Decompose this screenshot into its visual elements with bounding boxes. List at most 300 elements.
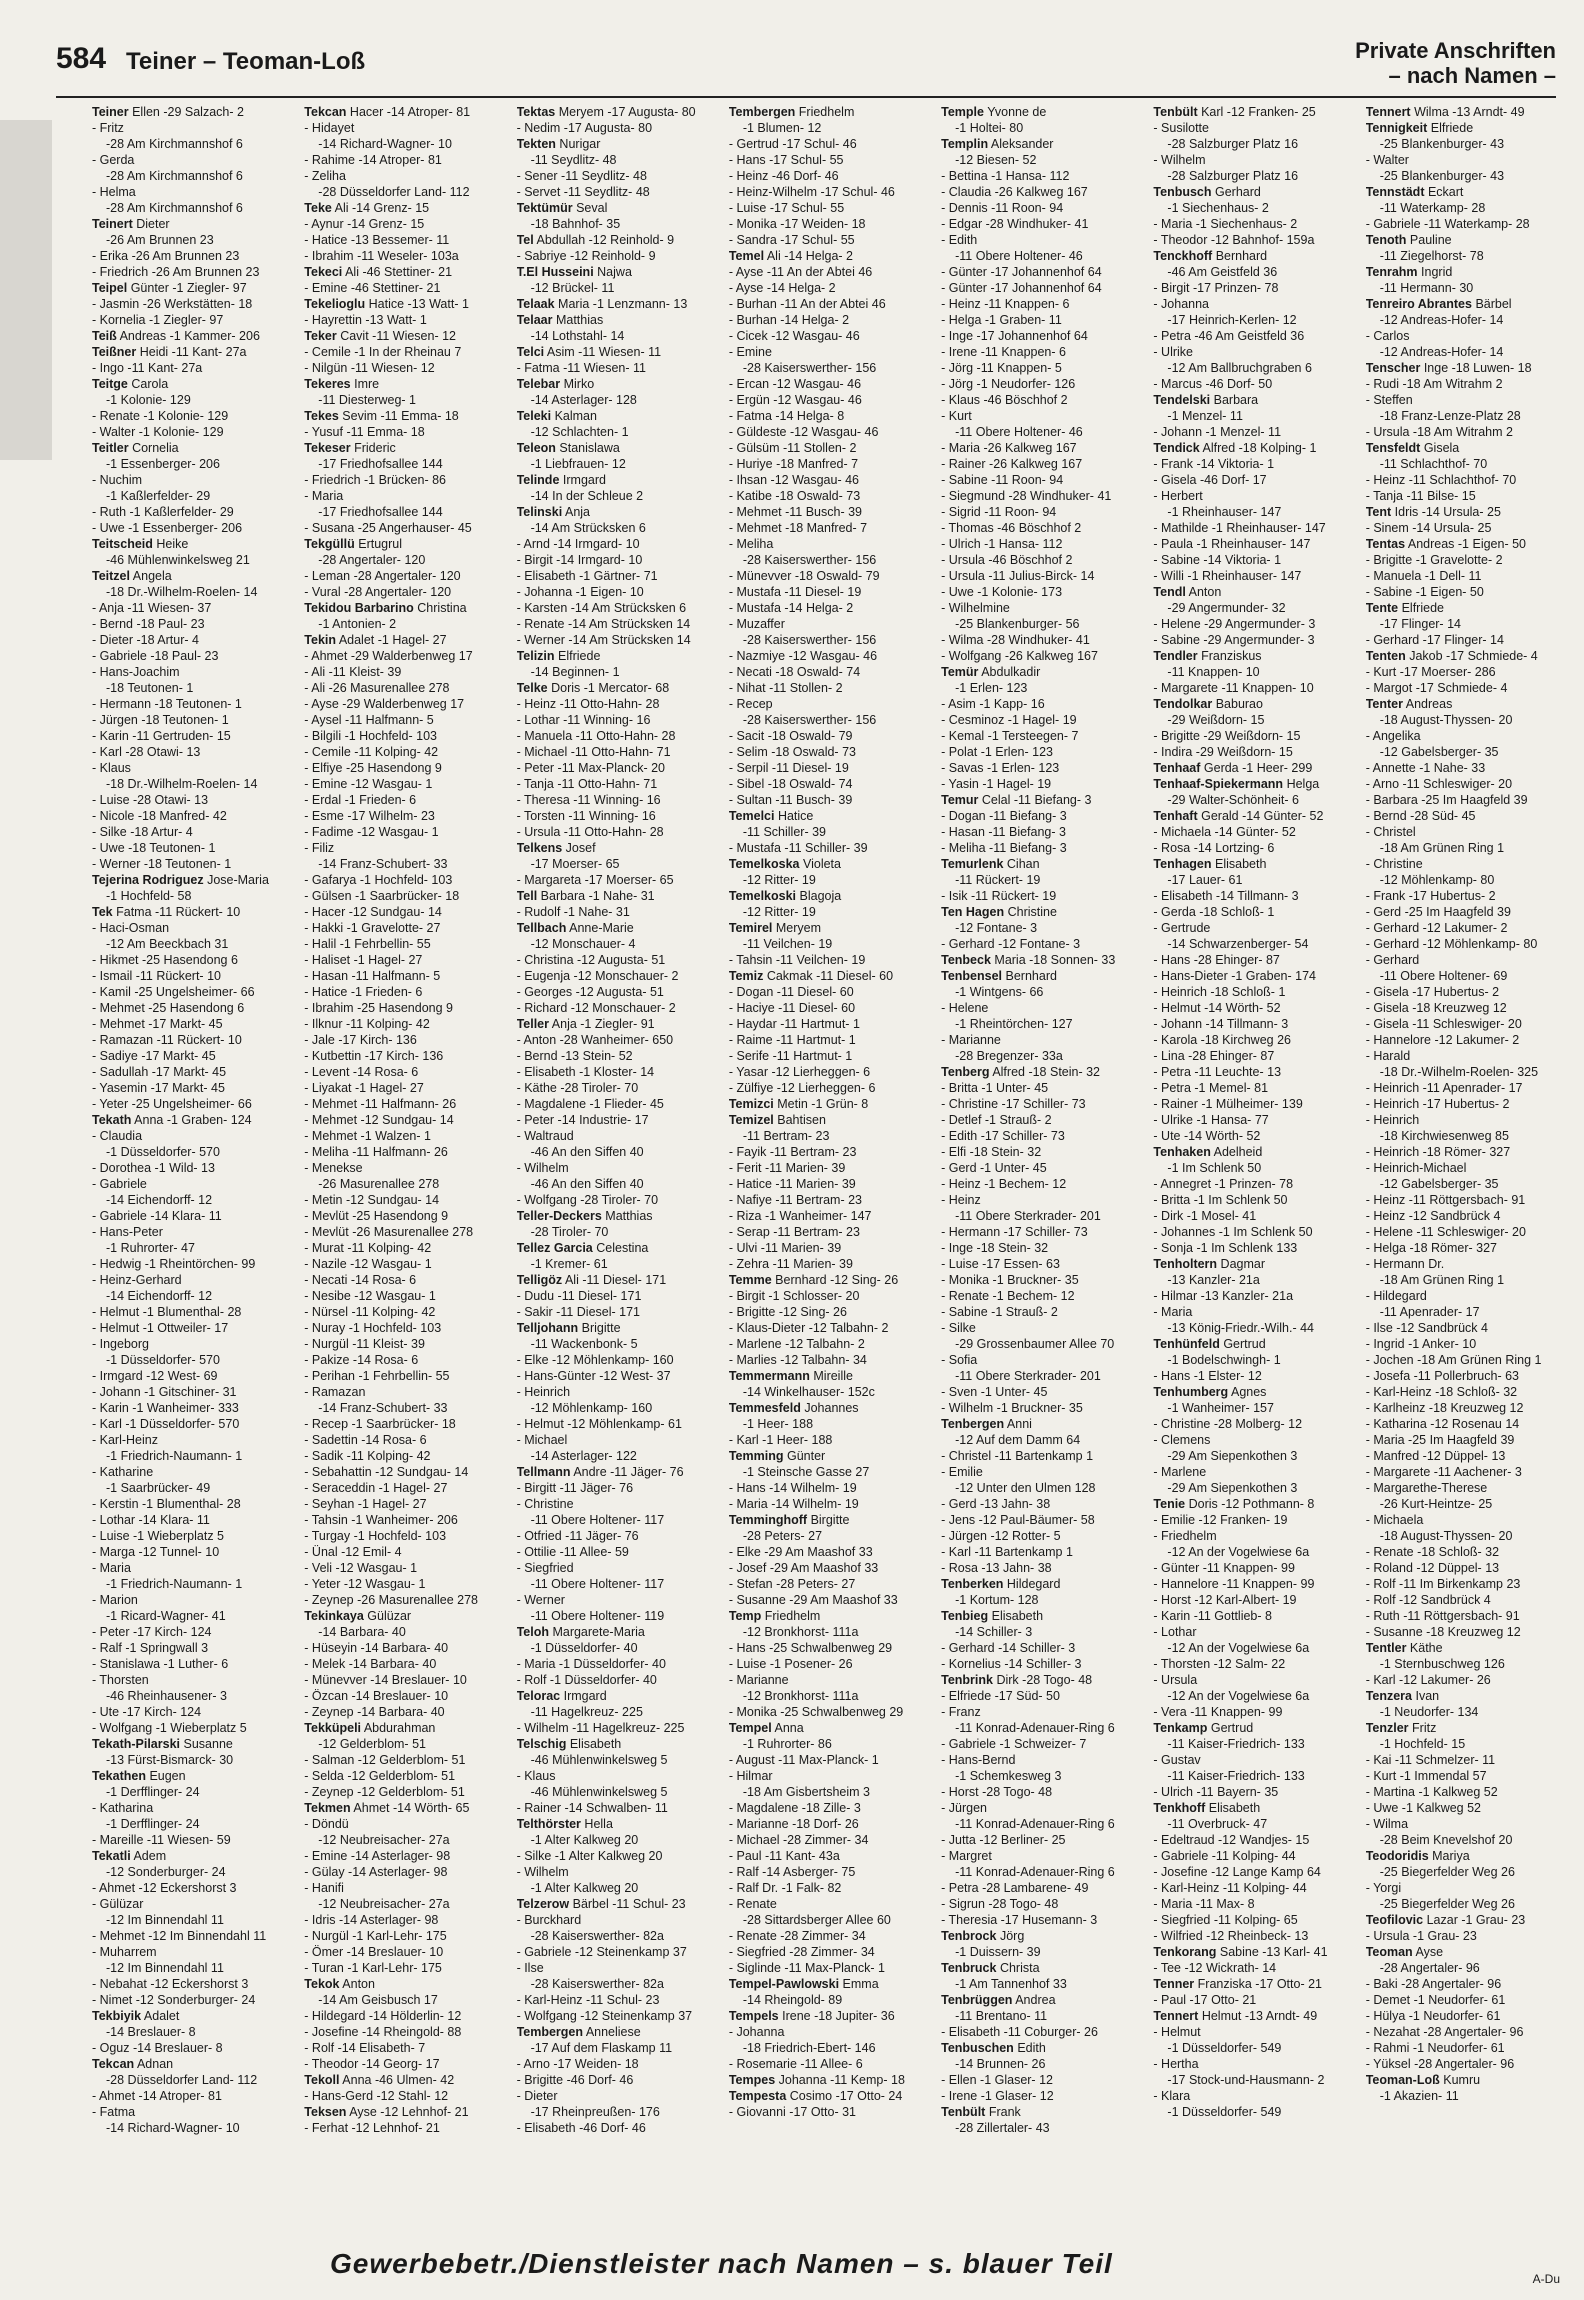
entry-details: -1 Alter Kalkweg 20 bbox=[530, 1881, 639, 1895]
entry-details: - Gerda bbox=[92, 153, 135, 167]
entry-details: -12 Brückel- 11 bbox=[530, 281, 615, 295]
directory-entry bbox=[941, 200, 1145, 216]
directory-entry bbox=[304, 1176, 508, 1192]
entry-details: Edith bbox=[1017, 2041, 1046, 2055]
directory-entry bbox=[1366, 648, 1570, 664]
directory-entry bbox=[729, 984, 933, 1000]
directory-entry bbox=[304, 968, 508, 984]
entry-details: - Gerd -25 Im Haagfeld 39 bbox=[1365, 905, 1511, 919]
directory-entry bbox=[517, 808, 721, 824]
entry-details: - Edith -17 Schiller- 73 bbox=[941, 1129, 1065, 1143]
directory-entry bbox=[729, 1336, 933, 1352]
directory-entry bbox=[1153, 1336, 1357, 1352]
entry-details: Heike bbox=[156, 537, 189, 551]
entry-details: - Kornelia -1 Ziegler- 97 bbox=[92, 313, 224, 327]
entry-details: - Mehmet -12 Sundgau- 14 bbox=[304, 1113, 454, 1127]
entry-details: - Rolf -14 Elisabeth- 7 bbox=[304, 2041, 426, 2055]
entry-details: - Haci-Osman bbox=[92, 921, 170, 935]
entry-details: - Gülsüm -11 Stollen- 2 bbox=[728, 441, 857, 455]
entry-details: - Luise -17 Essen- 63 bbox=[941, 1257, 1060, 1271]
directory-entry bbox=[729, 600, 933, 616]
entry-details: -1 Sternbuschweg 126 bbox=[1379, 1657, 1505, 1671]
entry-details: - Gabriele -18 Paul- 23 bbox=[92, 649, 219, 663]
directory-entry bbox=[1153, 1944, 1357, 1960]
entry-details: -18 Bahnhof- 35 bbox=[530, 217, 621, 231]
entry-details: -18 Am Gisbertsheim 3 bbox=[742, 1785, 870, 1799]
entry-details: -1 Alter Kalkweg 20 bbox=[530, 1833, 639, 1847]
entry-details: - Helmut -1 Blumenthal- 28 bbox=[92, 1305, 242, 1319]
entry-details: Friedhelm bbox=[764, 1609, 821, 1623]
entry-details: - Bernd -13 Stein- 52 bbox=[516, 1049, 633, 1063]
entry-details: Violeta bbox=[802, 857, 841, 871]
directory-entry bbox=[517, 744, 721, 760]
entry-details: - Ahmet -12 Eckershorst 3 bbox=[92, 1881, 237, 1895]
directory-entry bbox=[304, 1960, 508, 1976]
entry-details: - Hidayet bbox=[304, 121, 355, 135]
entry-details: - Susana -25 Angerhauser- 45 bbox=[304, 521, 472, 535]
entry-details: - Burhan -14 Helga- 2 bbox=[728, 313, 850, 327]
entry-details: -28 Kaiserswerther- 156 bbox=[742, 361, 877, 375]
directory-entry bbox=[304, 1336, 508, 1352]
directory-entry bbox=[941, 168, 1145, 184]
directory-entry bbox=[1153, 712, 1357, 728]
entry-details: -12 Andreas-Hofer- 14 bbox=[1379, 345, 1504, 359]
directory-entry bbox=[92, 1944, 296, 1960]
directory-entry bbox=[1366, 424, 1570, 440]
directory-entry bbox=[729, 1672, 933, 1688]
entry-details: - Hans-Peter bbox=[92, 1225, 163, 1239]
entry-details: - Marion bbox=[92, 1593, 138, 1607]
directory-entry bbox=[92, 1096, 296, 1112]
entry-details: - Ruth -1 Kaßlerfelder- 29 bbox=[92, 505, 234, 519]
entry-surname: Tenscher bbox=[1365, 361, 1421, 375]
entry-details: - Sonja -1 Im Schlenk 133 bbox=[1153, 1241, 1298, 1255]
directory-entry bbox=[1366, 1752, 1570, 1768]
directory-entry bbox=[304, 984, 508, 1000]
entry-details: -12 Im Binnendahl 11 bbox=[106, 1961, 224, 1975]
directory-entry bbox=[941, 1048, 1145, 1064]
entry-surname: Tekeser bbox=[304, 441, 351, 455]
entry-details: Gertrud bbox=[1210, 1721, 1254, 1735]
directory-entry bbox=[941, 1960, 1145, 1976]
entry-details: - Jürgen -12 Rotter- 5 bbox=[941, 1529, 1061, 1543]
directory-entry bbox=[517, 1048, 721, 1064]
entry-surname: Temme bbox=[728, 1273, 772, 1287]
directory-entry bbox=[304, 1256, 508, 1272]
entry-details: - Kurt -17 Moerser- 286 bbox=[1365, 665, 1496, 679]
directory-entry bbox=[1366, 904, 1570, 920]
entry-details: -28 Kaiserswerther- 82a bbox=[530, 1929, 664, 1943]
entry-details: - Zehra -11 Marien- 39 bbox=[728, 1257, 853, 1271]
entry-details: -1 Holtei- 80 bbox=[955, 121, 1024, 135]
directory-entry bbox=[92, 184, 296, 200]
entry-details: Anja -1 Ziegler- 91 bbox=[551, 1017, 655, 1031]
entry-details: - Margarete -11 Aachener- 3 bbox=[1365, 1465, 1522, 1479]
directory-entry bbox=[941, 728, 1145, 744]
directory-entry bbox=[304, 1896, 508, 1912]
entry-surname: Tenoth bbox=[1365, 233, 1407, 247]
directory-entry bbox=[729, 152, 933, 168]
directory-entry bbox=[517, 840, 721, 856]
directory-entry bbox=[729, 1928, 933, 1944]
entry-details: Gertrud bbox=[1223, 1337, 1266, 1351]
directory-entry bbox=[92, 1896, 296, 1912]
directory-entry bbox=[941, 1112, 1145, 1128]
directory-entry bbox=[92, 1864, 296, 1880]
entry-surname: Teitzel bbox=[92, 569, 130, 583]
directory-entry bbox=[92, 1960, 296, 1976]
entry-details: - Heinz -1 Bechem- 12 bbox=[941, 1177, 1067, 1191]
entry-details: -11 Apenrader- 17 bbox=[1379, 1305, 1480, 1319]
entry-details: - Mevlüt -26 Masurenallee 278 bbox=[304, 1225, 474, 1239]
entry-details: - Michael -11 Otto-Hahn- 71 bbox=[516, 745, 671, 759]
entry-details: - Yasemin -17 Markt- 45 bbox=[92, 1081, 225, 1095]
entry-details: - Rolf -11 Im Birkenkamp 23 bbox=[1365, 1577, 1521, 1591]
directory-entry bbox=[941, 1144, 1145, 1160]
entry-details: Mariya bbox=[1432, 1849, 1470, 1863]
entry-details: Ali -46 Stettiner- 21 bbox=[345, 265, 453, 279]
directory-entry bbox=[1153, 1080, 1357, 1096]
entry-details: -1 Duissern- 39 bbox=[955, 1945, 1041, 1959]
directory-entry bbox=[729, 1048, 933, 1064]
directory-entry bbox=[304, 1800, 508, 1816]
directory-entry bbox=[92, 1064, 296, 1080]
directory-entry bbox=[517, 1944, 721, 1960]
entry-details: - Willi -1 Rheinhauser- 147 bbox=[1153, 569, 1302, 583]
directory-entry bbox=[729, 216, 933, 232]
directory-entry bbox=[729, 1192, 933, 1208]
directory-entry bbox=[729, 1288, 933, 1304]
directory-entry bbox=[304, 1464, 508, 1480]
directory-entry bbox=[729, 1304, 933, 1320]
directory-entry bbox=[941, 1128, 1145, 1144]
entry-details: - Wilhelmine bbox=[941, 601, 1010, 615]
entry-details: - Margot -17 Schmiede- 4 bbox=[1365, 681, 1508, 695]
entry-details: - Yorgi bbox=[1365, 1881, 1402, 1895]
entry-details: Bärbel -11 Schul- 23 bbox=[572, 1897, 686, 1911]
entry-details: Karl -12 Franken- 25 bbox=[1201, 105, 1316, 119]
directory-entry bbox=[941, 2008, 1145, 2024]
directory-entry bbox=[92, 1256, 296, 1272]
directory-entry bbox=[729, 1720, 933, 1736]
directory-entry bbox=[1153, 408, 1357, 424]
entry-details: - Hans-Günter -12 West- 37 bbox=[516, 1369, 671, 1383]
entry-details: Cosimo -17 Otto- 24 bbox=[789, 2089, 903, 2103]
entry-details: - Ferit -11 Marien- 39 bbox=[728, 1161, 846, 1175]
entry-details: Elisabeth bbox=[1208, 1801, 1261, 1815]
entry-details: Gerald -14 Günter- 52 bbox=[1201, 809, 1324, 823]
directory-entry bbox=[92, 1160, 296, 1176]
directory-entry bbox=[1153, 1992, 1357, 2008]
entry-details: - Hans -28 Ehinger- 87 bbox=[1153, 953, 1280, 967]
directory-entry bbox=[1366, 1192, 1570, 1208]
entry-details: - Michaela -14 Günter- 52 bbox=[1153, 825, 1296, 839]
directory-entry bbox=[517, 1224, 721, 1240]
directory-entry bbox=[517, 472, 721, 488]
directory-entry bbox=[304, 1304, 508, 1320]
entry-details: -46 Mühlenwinkelsweg 5 bbox=[530, 1785, 668, 1799]
directory-entry bbox=[941, 1544, 1145, 1560]
directory-entry bbox=[517, 1912, 721, 1928]
directory-entry bbox=[729, 1208, 933, 1224]
directory-entry bbox=[941, 1176, 1145, 1192]
entry-details: -28 Düsseldorfer Land- 112 bbox=[318, 185, 470, 199]
entry-details: - Siegmund -28 Windhuker- 41 bbox=[941, 489, 1112, 503]
directory-entry bbox=[517, 904, 721, 920]
entry-details: Anja bbox=[564, 505, 591, 519]
entry-details: - Elisabeth -1 Kloster- 14 bbox=[516, 1065, 655, 1079]
directory-entry bbox=[517, 1704, 721, 1720]
directory-entry bbox=[941, 584, 1145, 600]
directory-entry bbox=[304, 1192, 508, 1208]
directory-entry bbox=[304, 1288, 508, 1304]
directory-entry bbox=[729, 856, 933, 872]
entry-details: - Savas -1 Erlen- 123 bbox=[941, 761, 1060, 775]
entry-details: -12 Am Beeckbach 31 bbox=[106, 937, 229, 951]
entry-details: - Ibrahim -11 Weseler- 103a bbox=[304, 249, 459, 263]
entry-details: - Sadiye -17 Markt- 45 bbox=[92, 1049, 216, 1063]
entry-details: - Selda -12 Gelderblom- 51 bbox=[304, 1769, 456, 1783]
directory-entry bbox=[1366, 1896, 1570, 1912]
entry-details: - Karl-Heinz -11 Schul- 23 bbox=[516, 1993, 660, 2007]
directory-entry bbox=[941, 904, 1145, 920]
directory-entry bbox=[941, 1208, 1145, 1224]
entry-details: - Sabine -29 Angermunder- 3 bbox=[1153, 633, 1315, 647]
directory-entry bbox=[517, 1688, 721, 1704]
entry-details: -28 Kaiserswerther- 82a bbox=[530, 1977, 664, 1991]
entry-details: - Hermann -18 Teutonen- 1 bbox=[92, 697, 242, 711]
directory-entry bbox=[1153, 1144, 1357, 1160]
entry-details: - Siglinde -11 Max-Planck- 1 bbox=[728, 1961, 885, 1975]
directory-entry bbox=[517, 1848, 721, 1864]
directory-entry bbox=[729, 1112, 933, 1128]
directory-entry bbox=[517, 1896, 721, 1912]
directory-entry bbox=[729, 808, 933, 824]
directory-entry bbox=[304, 1000, 508, 1016]
entry-details: -12 Andreas-Hofer- 14 bbox=[1379, 313, 1504, 327]
entry-details: - Münevver -18 Oswald- 79 bbox=[728, 569, 880, 583]
entry-details: Yvonne de bbox=[987, 105, 1047, 119]
directory-entry bbox=[304, 872, 508, 888]
directory-entry bbox=[1366, 1800, 1570, 1816]
directory-entry bbox=[304, 1352, 508, 1368]
entry-surname: Tenbusch bbox=[1153, 185, 1212, 199]
entry-details: - Ramazan -11 Rückert- 10 bbox=[92, 1033, 242, 1047]
entry-details: -46 An den Siffen 40 bbox=[530, 1145, 644, 1159]
entry-surname: Tenzera bbox=[1365, 1689, 1413, 1703]
directory-entry bbox=[517, 1480, 721, 1496]
entry-details: - Christine -28 Molberg- 12 bbox=[1153, 1417, 1303, 1431]
directory-entry bbox=[1153, 616, 1357, 632]
directory-entry bbox=[729, 392, 933, 408]
entry-details: Andre -11 Jäger- 76 bbox=[573, 1465, 684, 1479]
directory-entry bbox=[517, 712, 721, 728]
entry-details: - Ingrid -1 Anker- 10 bbox=[1365, 1337, 1477, 1351]
entry-details: - Ferhat -12 Lehnhof- 21 bbox=[304, 2121, 440, 2135]
directory-entry bbox=[92, 696, 296, 712]
directory-entry bbox=[729, 2024, 933, 2040]
directory-entry bbox=[729, 120, 933, 136]
entry-details: - Raime -11 Hartmut- 1 bbox=[728, 1033, 856, 1047]
entry-details: Hella bbox=[584, 1817, 613, 1831]
directory-entry bbox=[517, 536, 721, 552]
directory-entry bbox=[92, 296, 296, 312]
entry-details: - Margareta -17 Moerser- 65 bbox=[516, 873, 674, 887]
entry-details: -26 Kurt-Heintze- 25 bbox=[1379, 1497, 1493, 1511]
directory-entry bbox=[1153, 1320, 1357, 1336]
directory-entry bbox=[941, 760, 1145, 776]
directory-entry bbox=[729, 472, 933, 488]
entry-surname: Tenbieg bbox=[941, 1609, 989, 1623]
directory-entry bbox=[729, 2088, 933, 2104]
entry-details: - Servet -11 Seydlitz- 48 bbox=[516, 185, 650, 199]
directory-entry bbox=[92, 248, 296, 264]
entry-details: - Jasmin -26 Werkstätten- 18 bbox=[92, 297, 253, 311]
directory-entry bbox=[1153, 1480, 1357, 1496]
directory-entry bbox=[304, 1080, 508, 1096]
entry-details: -1 Am Tannenhof 33 bbox=[955, 1977, 1067, 1991]
entry-details: - Heinz -11 Schlachthof- 70 bbox=[1365, 473, 1517, 487]
entry-details: - Mareille -11 Wiesen- 59 bbox=[92, 1833, 231, 1847]
entry-details: - Theresia -17 Husemann- 3 bbox=[941, 1913, 1098, 1927]
directory-entry bbox=[1366, 376, 1570, 392]
entry-surname: Tendl bbox=[1153, 585, 1186, 599]
directory-entry bbox=[304, 696, 508, 712]
directory-entry bbox=[92, 632, 296, 648]
entry-details: - Josefine -14 Rheingold- 88 bbox=[304, 2025, 462, 2039]
entry-details: -46 An den Siffen 40 bbox=[530, 1177, 644, 1191]
directory-entry bbox=[517, 1512, 721, 1528]
entry-details: - Bernd -28 Süd- 45 bbox=[1365, 809, 1476, 823]
directory-entry bbox=[729, 1064, 933, 1080]
directory-entry bbox=[1153, 1880, 1357, 1896]
directory-entry bbox=[941, 1928, 1145, 1944]
directory-entry bbox=[729, 1784, 933, 1800]
directory-entry bbox=[1153, 680, 1357, 696]
directory-entry bbox=[517, 792, 721, 808]
directory-entry bbox=[1366, 1368, 1570, 1384]
entry-details: - Lothar bbox=[1153, 1625, 1197, 1639]
directory-entry bbox=[517, 168, 721, 184]
directory-entry bbox=[92, 1608, 296, 1624]
directory-entry bbox=[1153, 824, 1357, 840]
entry-details: - Esme -17 Wilhelm- 23 bbox=[304, 809, 435, 823]
entry-details: - Jörg -11 Knappen- 5 bbox=[941, 361, 1062, 375]
entry-details: Helga bbox=[1286, 777, 1320, 791]
entry-surname: Tenrahm bbox=[1365, 265, 1418, 279]
directory-entry bbox=[304, 1784, 508, 1800]
entry-surname: Tektas bbox=[516, 105, 556, 119]
entry-details: - Seyhan -1 Hagel- 27 bbox=[304, 1497, 427, 1511]
directory-entry bbox=[1366, 1560, 1570, 1576]
entry-details: -14 Asterlager- 128 bbox=[530, 393, 637, 407]
entry-details: - Ute -17 Kirch- 124 bbox=[92, 1705, 202, 1719]
directory-entry bbox=[517, 232, 721, 248]
entry-details: Mireille bbox=[813, 1369, 853, 1383]
entry-surname: Tekcan bbox=[92, 2057, 135, 2071]
entry-details: - Eugenja -12 Monschauer- 2 bbox=[516, 969, 679, 983]
directory-entry bbox=[1366, 1640, 1570, 1656]
entry-details: - Metin -12 Sundgau- 14 bbox=[304, 1193, 440, 1207]
entry-details: - Manfred -12 Düppel- 13 bbox=[1365, 1449, 1506, 1463]
entry-details: Adalet -1 Hagel- 27 bbox=[338, 633, 447, 647]
directory-entry bbox=[304, 952, 508, 968]
directory-entry bbox=[304, 1112, 508, 1128]
directory-entry bbox=[517, 1528, 721, 1544]
directory-entry bbox=[941, 984, 1145, 1000]
entry-details: -14 Franz-Schubert- 33 bbox=[318, 857, 448, 871]
directory-entry bbox=[517, 1960, 721, 1976]
entry-surname: Tekelioglu bbox=[304, 297, 366, 311]
entry-surname: Tenbruck bbox=[941, 1961, 997, 1975]
entry-details: -1 Akazien- 11 bbox=[1379, 2089, 1459, 2103]
directory-entry bbox=[304, 360, 508, 376]
entry-surname: Tempesta bbox=[728, 2089, 787, 2103]
directory-entry bbox=[304, 2120, 508, 2136]
entry-details: Abdulkadir bbox=[981, 665, 1041, 679]
directory-entry bbox=[92, 984, 296, 1000]
directory-entry bbox=[304, 1672, 508, 1688]
entry-details: - Sener -11 Seydlitz- 48 bbox=[516, 169, 647, 183]
entry-details: - Zeynep -14 Barbara- 40 bbox=[304, 1705, 445, 1719]
entry-details: -18 Dr.-Wilhelm-Roelen- 14 bbox=[106, 585, 258, 599]
directory-entry bbox=[92, 424, 296, 440]
entry-surname: Teißner bbox=[92, 345, 137, 359]
entry-details: Susanne bbox=[183, 1737, 233, 1751]
directory-entry bbox=[729, 648, 933, 664]
directory-entry bbox=[729, 696, 933, 712]
directory-entry bbox=[941, 2056, 1145, 2072]
entry-details: Elfriede bbox=[558, 649, 601, 663]
entry-details: -11 Bertram- 23 bbox=[742, 1129, 830, 1143]
entry-details: - Cesminoz -1 Hagel- 19 bbox=[941, 713, 1077, 727]
entry-details: Pauline bbox=[1409, 233, 1452, 247]
entry-details: -14 Winkelhauser- 152c bbox=[742, 1385, 875, 1399]
directory-entry bbox=[517, 1416, 721, 1432]
directory-column bbox=[517, 104, 721, 2244]
entry-details: - Helmut -1 Ottweiler- 17 bbox=[92, 1321, 229, 1335]
entry-surname: Temmermann bbox=[728, 1369, 810, 1383]
directory-entry bbox=[92, 1976, 296, 1992]
entry-details: - Elisabeth -14 Tillmann- 3 bbox=[1153, 889, 1299, 903]
entry-details: -28 Am Kirchmannshof 6 bbox=[106, 137, 243, 151]
entry-details: - Michaela bbox=[1365, 1513, 1424, 1527]
entry-surname: Tenhumberg bbox=[1153, 1385, 1229, 1399]
directory-entry bbox=[729, 1864, 933, 1880]
directory-entry bbox=[92, 328, 296, 344]
directory-entry bbox=[1366, 408, 1570, 424]
entry-surname: Temiz bbox=[728, 969, 764, 983]
directory-entry bbox=[517, 968, 721, 984]
entry-details: - Fayik -11 Bertram- 23 bbox=[728, 1145, 857, 1159]
entry-details: - Uwe -1 Kolonie- 173 bbox=[941, 585, 1063, 599]
directory-entry bbox=[517, 1752, 721, 1768]
entry-details: Najwa bbox=[597, 265, 632, 279]
directory-entry bbox=[304, 2072, 508, 2088]
directory-entry bbox=[729, 552, 933, 568]
directory-entry bbox=[729, 440, 933, 456]
entry-details: - Karl-Heinz bbox=[92, 1433, 158, 1447]
entry-details: -14 Barbara- 40 bbox=[318, 1625, 406, 1639]
directory-entry bbox=[304, 584, 508, 600]
entry-details: - Günter -17 Johannenhof 64 bbox=[941, 281, 1102, 295]
directory-entry bbox=[729, 1368, 933, 1384]
directory-entry bbox=[304, 104, 508, 120]
entry-details: Ayse -12 Lehnhof- 21 bbox=[349, 2105, 469, 2119]
entry-details: - Wilfried -12 Rheinbeck- 13 bbox=[1153, 1929, 1309, 1943]
directory-entry bbox=[941, 712, 1145, 728]
entry-details: Adnan bbox=[136, 2057, 174, 2071]
